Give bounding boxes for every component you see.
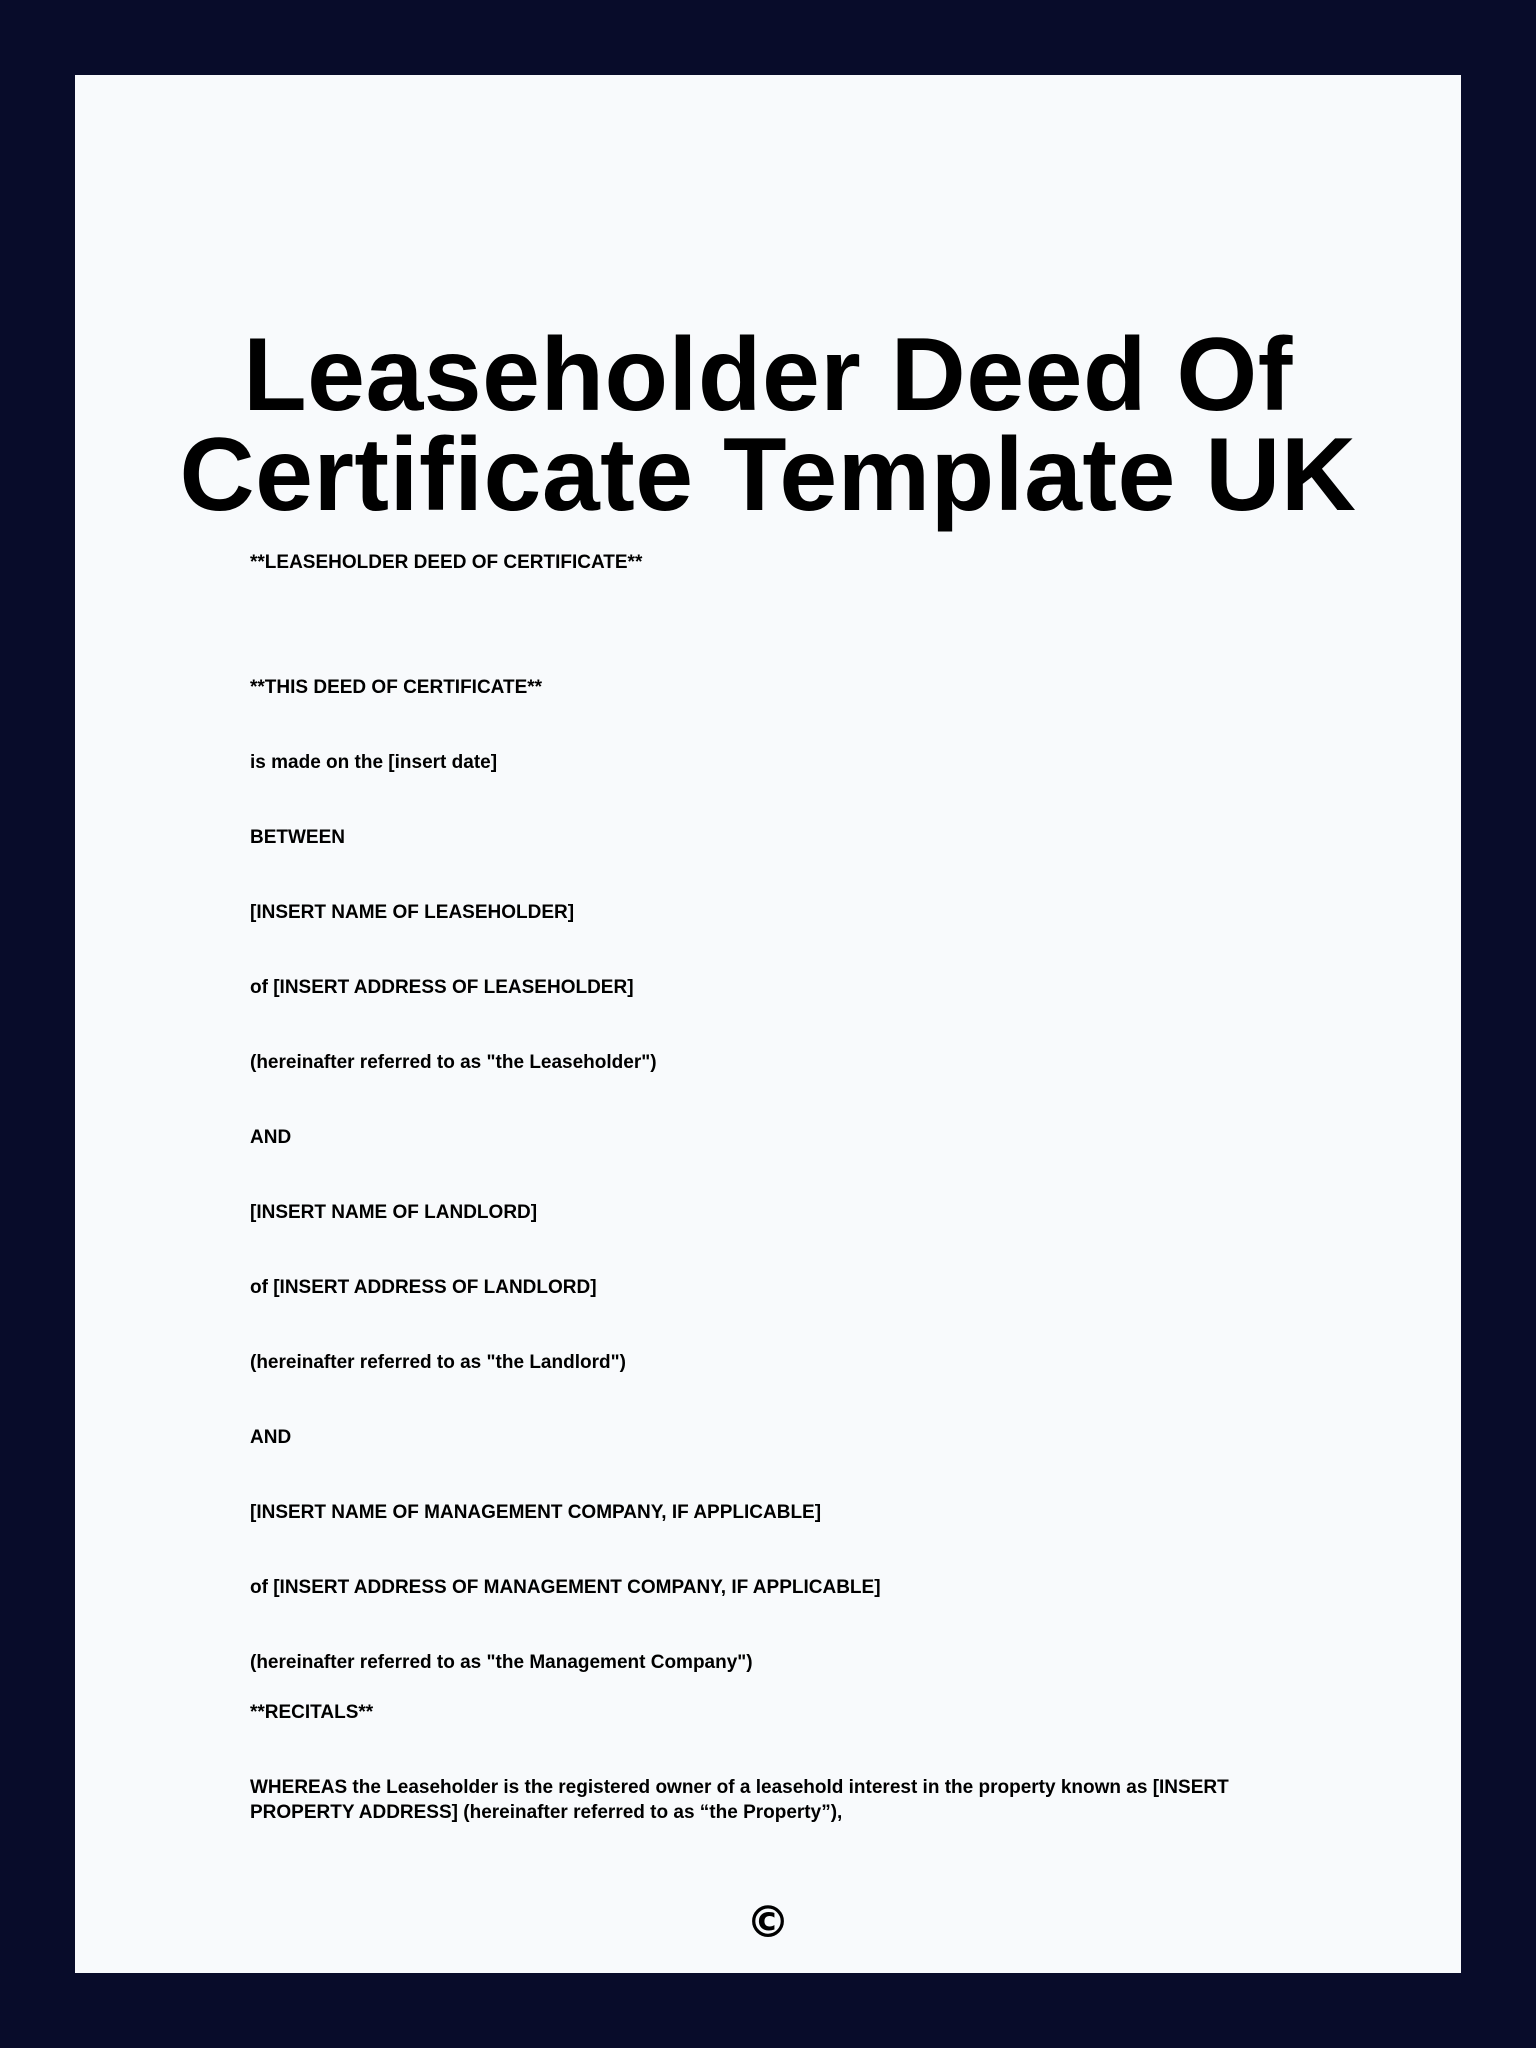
management-company-name: [INSERT NAME OF MANAGEMENT COMPANY, IF APPLICABLE]	[250, 1502, 822, 1523]
recitals-heading: **RECITALS**	[250, 1702, 374, 1723]
leaseholder-name: [INSERT NAME OF LEASEHOLDER]	[250, 902, 575, 923]
management-company-address: of [INSERT ADDRESS OF MANAGEMENT COMPANY, IF APPLICABLE]	[250, 1577, 881, 1598]
landlord-name: [INSERT NAME OF LANDLORD]	[250, 1202, 538, 1223]
and-label-2: AND	[250, 1427, 292, 1448]
between-label: BETWEEN	[250, 827, 345, 848]
deed-subheading: **THIS DEED OF CERTIFICATE**	[250, 677, 543, 698]
deed-heading: **LEASEHOLDER DEED OF CERTIFICATE**	[250, 552, 643, 573]
document-title	[75, 317, 1461, 533]
landlord-reference: (hereinafter referred to as "the Landlord")	[250, 1352, 626, 1373]
title-line-2: Certificate Template UK	[179, 417, 1357, 533]
leaseholder-address: of [INSERT ADDRESS OF LEASEHOLDER]	[250, 977, 634, 998]
copyright-icon: ©	[746, 1897, 790, 1948]
landlord-address: of [INSERT ADDRESS OF LANDLORD]	[250, 1277, 597, 1298]
leaseholder-reference: (hereinafter referred to as "the Leaseholder")	[250, 1052, 657, 1073]
management-company-reference: (hereinafter referred to as "the Management Company")	[250, 1652, 753, 1673]
recital-whereas: WHEREAS the Leaseholder is the registered owner of a leasehold interest in the property known as [INSERT PROPERTY ADDRESS] (hereinafter referred to as “the Property”),	[250, 1777, 1229, 1823]
deed-date-line: is made on the [insert date]	[250, 752, 498, 773]
title-line-1: Leaseholder Deed Of	[243, 317, 1293, 433]
and-label-1: AND	[250, 1127, 292, 1148]
document-page	[75, 75, 1461, 1973]
